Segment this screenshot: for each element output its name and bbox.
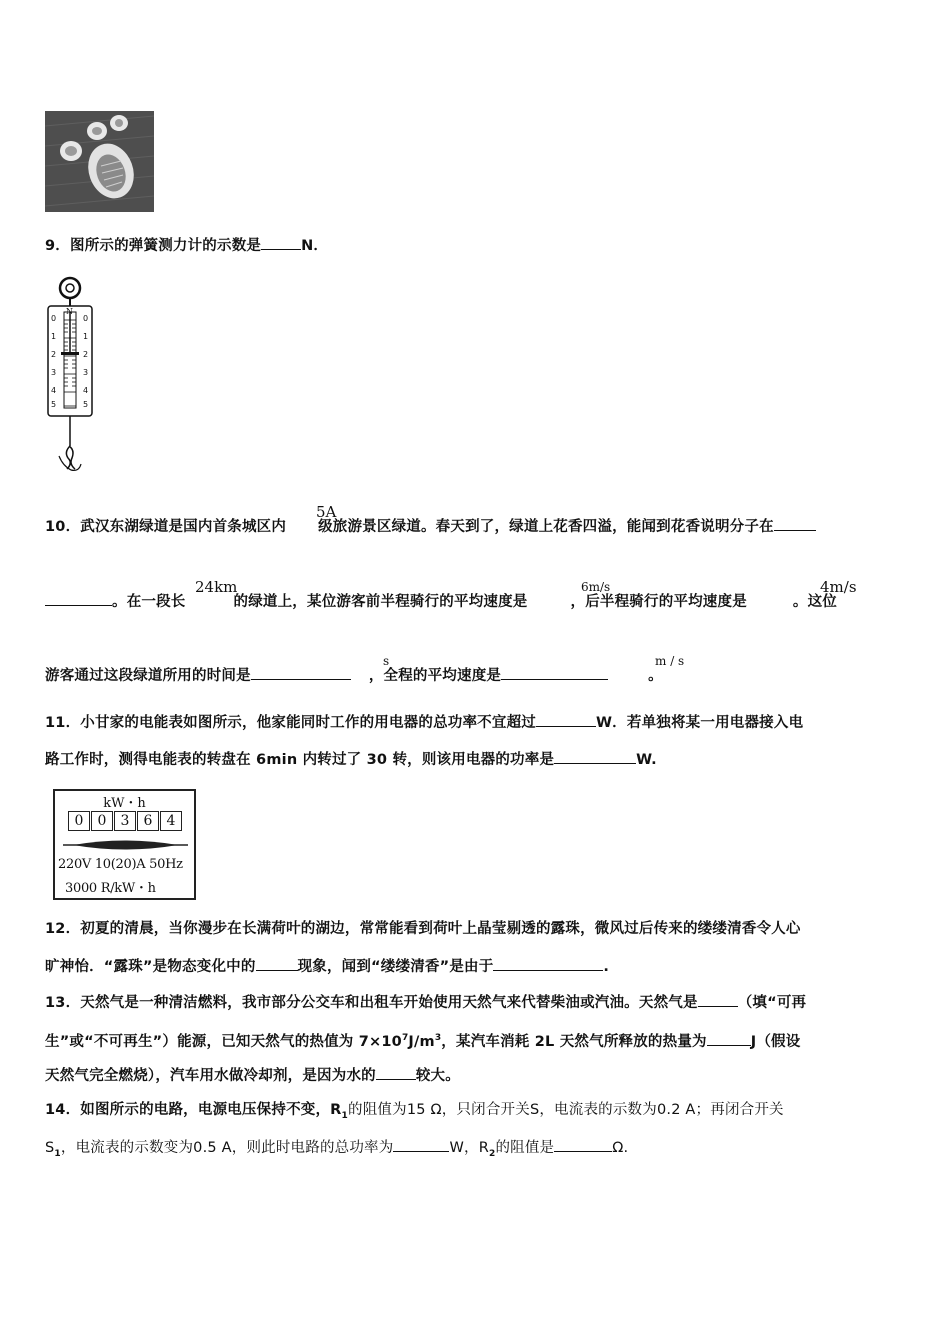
question-10-line-3	[45, 664, 663, 686]
scale-right-tick-4: 4	[83, 386, 89, 395]
answer-blank[interactable]	[501, 664, 608, 680]
scale-left-tick-2: 2	[51, 350, 57, 359]
question-10-text-d: 的绿道上，某位游客前半程骑行的平均速度是	[233, 594, 528, 610]
scale-left-tick-5: 5	[51, 400, 57, 409]
meter-rate: 3000 R/kW・h	[65, 881, 156, 896]
meter-unit: kW・h	[103, 796, 146, 811]
question-11-line-2	[45, 748, 657, 770]
question-14-text-f: 的阻值是	[495, 1140, 555, 1156]
question-11-text-a: 11．小甘家的电能表如图所示，他家能同时工作的用电器的总功率不宜超过	[45, 715, 536, 731]
question-14-line-1	[45, 1099, 784, 1121]
answer-blank[interactable]	[45, 590, 112, 606]
scale-left-tick-3: 3	[51, 368, 57, 377]
answer-blank[interactable]	[493, 955, 603, 971]
unit-24km: 24km	[195, 578, 238, 596]
meter-digit: 0	[91, 811, 113, 831]
exponent: 3	[434, 1033, 442, 1043]
question-14-line-2	[45, 1136, 628, 1158]
question-12-text-d: .	[603, 959, 610, 975]
unit-5a: 5A	[316, 503, 337, 521]
question-10-text-g: 游客通过这段绿道所用的时间是	[45, 668, 251, 684]
question-11-text-b: W．若单独将某一用电器接入电	[595, 715, 804, 731]
subscript: 1	[341, 1110, 349, 1121]
question-12-text-c: 现象，闻到“缕缕清香”是由于	[297, 959, 494, 975]
question-10-text-i: 。	[648, 668, 663, 684]
question-10-text-a: 10．武汉东湖绿道是国内首条城区内	[45, 519, 287, 535]
question-10-text-f: 。这位	[792, 594, 838, 610]
footprint-photo	[45, 111, 154, 212]
question-13-text-g: 天然气完全燃烧），汽车用水做冷却剂，是因为水的	[45, 1068, 376, 1084]
question-13-line-3	[45, 1064, 460, 1086]
question-14-text-e: W，R	[449, 1140, 489, 1156]
unit-4ms: 4m/s	[820, 578, 857, 596]
scale-right-tick-3: 3	[83, 368, 89, 377]
question-13-line-2	[45, 1027, 800, 1049]
question-13-text-b: （填“可再	[737, 995, 807, 1011]
answer-blank[interactable]	[376, 1064, 416, 1080]
question-12-text-b: 旷神怡．“露珠”是物态变化中的	[45, 959, 256, 975]
answer-blank[interactable]	[261, 234, 301, 250]
scale-left-tick-0: 0	[51, 314, 57, 323]
question-12-line-2	[45, 955, 609, 977]
subscript: 1	[54, 1148, 61, 1159]
question-14-text-d: ，电流表的示数变为0.5 A，则此时电路的总功率为	[60, 1140, 394, 1156]
question-10-line-1	[45, 515, 816, 537]
meter-digits	[68, 811, 182, 831]
answer-blank[interactable]	[554, 748, 636, 764]
question-14-text-c: S	[45, 1140, 55, 1156]
question-13-text-c: 生”或“不可再生”）能源，已知天然气的热值为 7×10	[45, 1033, 402, 1050]
question-9-text: 9．图所示的弹簧测力计的示数是	[45, 238, 262, 254]
question-11-text-c: 路工作时，测得电能表的转盘在 6min 内转过了 30 转，则该用电器的功率是	[45, 752, 555, 768]
answer-blank[interactable]	[707, 1030, 751, 1046]
electric-meter-figure	[53, 789, 196, 900]
scale-right-tick-2: 2	[83, 350, 89, 359]
scale-unit-label: N	[66, 307, 73, 316]
answer-blank[interactable]	[251, 664, 351, 680]
unit-s: s	[383, 654, 390, 668]
meter-digit: 0	[68, 811, 90, 831]
meter-spec: 220V 10(20)A 50Hz	[58, 857, 183, 872]
question-14-text-a: 14．如图所示的电路，电源电压保持不变，R	[45, 1102, 342, 1118]
scale-left-tick-1: 1	[51, 332, 57, 341]
question-10-text-b: 级旅游景区绿道。春天到了，绿道上花香四溢，能闻到花香说明分子在	[318, 519, 774, 535]
question-9-unit: N．	[301, 238, 329, 254]
exponent: 7	[401, 1033, 409, 1043]
question-10-text-e: ，后半程骑行的平均速度是	[570, 594, 747, 610]
question-10-line-2	[45, 590, 837, 612]
question-12-text-a: 12．初夏的清晨，当你漫步在长满荷叶的湖边，常常能看到荷叶上晶莹剔透的露珠，微风过后传来的缕缕清香令人心	[45, 921, 801, 937]
meter-disc-icon	[63, 837, 188, 853]
unit-6ms: 6m/s	[581, 580, 611, 594]
question-12-line-1	[45, 918, 801, 940]
question-13-text-h: 较大。	[415, 1068, 460, 1084]
answer-blank[interactable]	[256, 955, 298, 971]
answer-blank[interactable]	[774, 515, 816, 531]
question-13-text-a: 13．天然气是一种清洁燃料，我市部分公交车和出租车开始使用天然气来代替柴油或汽油。天然气是	[45, 995, 698, 1011]
scale-right-tick-5: 5	[83, 400, 89, 409]
answer-blank[interactable]	[536, 711, 596, 727]
question-11-line-1	[45, 711, 803, 733]
question-11-text-d: W.	[636, 752, 657, 768]
answer-blank[interactable]	[554, 1136, 612, 1152]
meter-digit: 6	[137, 811, 159, 831]
scale-right-tick-0: 0	[83, 314, 89, 323]
question-10-text-c: 。在一段长	[112, 594, 186, 610]
question-13-text-e: ，某汽车消耗 2L 天然气所释放的热量为	[441, 1033, 707, 1050]
question-13-text-f: J（假设	[750, 1033, 801, 1050]
scale-left-tick-4: 4	[51, 386, 57, 395]
unit-ms: m / s	[655, 654, 685, 668]
scale-right-tick-1: 1	[83, 332, 89, 341]
spring-scale-figure	[45, 276, 95, 486]
question-14-text-g: Ω.	[612, 1140, 629, 1156]
meter-digit: 4	[160, 811, 182, 831]
question-9	[45, 234, 328, 256]
subscript: 2	[488, 1148, 496, 1159]
question-14-text-b: 的阻值为15 Ω，只闭合开关S，电流表的示数为0.2 A；再闭合开关	[348, 1102, 784, 1118]
question-13-line-1	[45, 991, 806, 1013]
answer-blank[interactable]	[698, 991, 738, 1007]
meter-digit: 3	[114, 811, 136, 831]
question-13-text-d: J/m	[408, 1033, 435, 1050]
answer-blank[interactable]	[393, 1136, 449, 1152]
question-10-text-h: ，全程的平均速度是	[368, 668, 502, 684]
